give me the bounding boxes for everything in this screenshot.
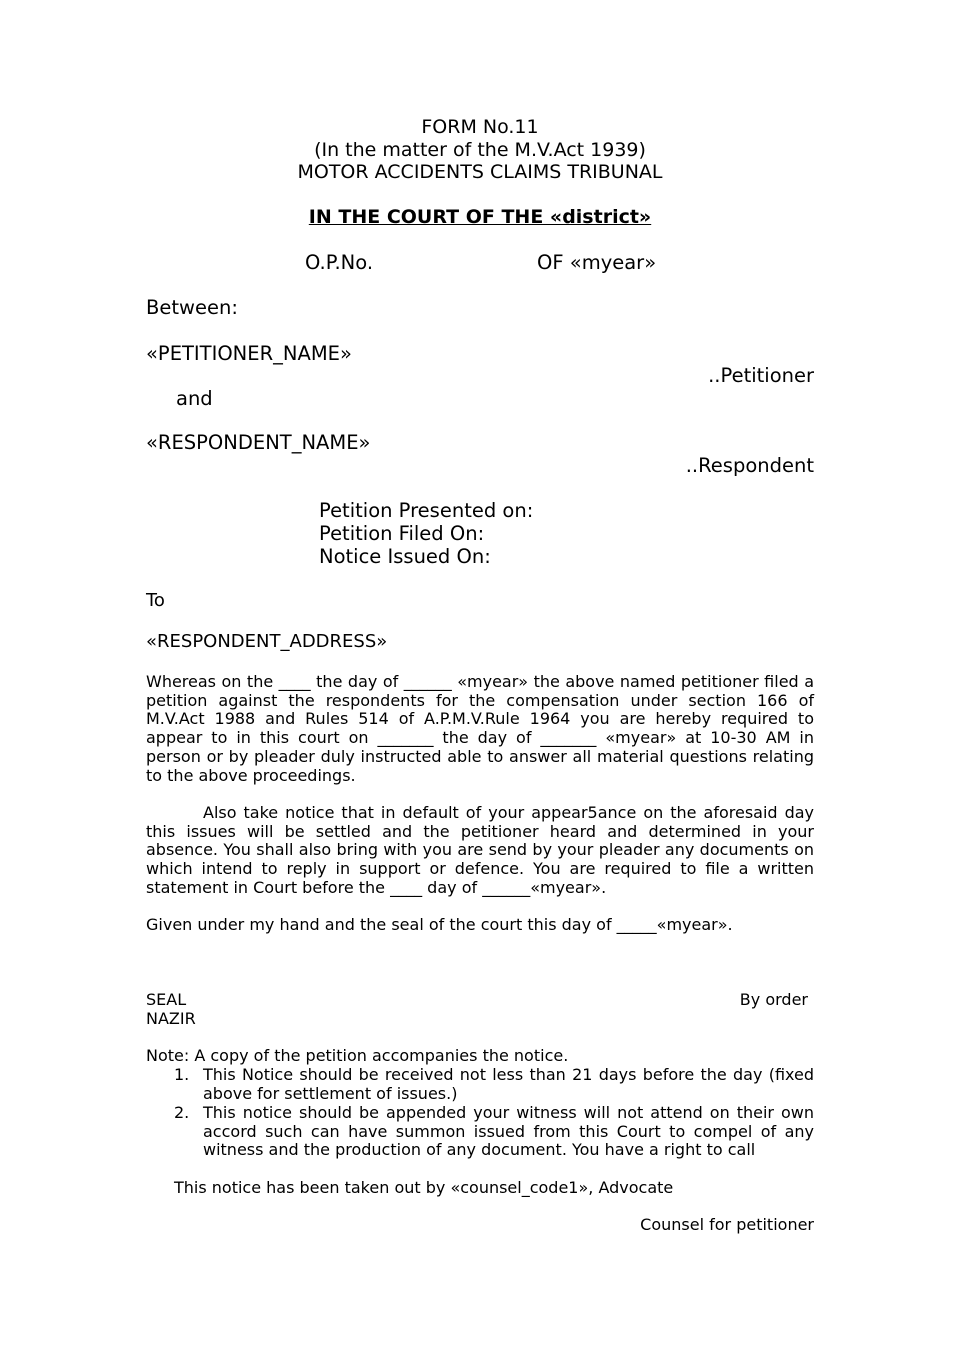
- counsel-for-petitioner: Counsel for petitioner: [640, 1215, 814, 1234]
- op-number-label: O.P.No.: [305, 251, 374, 274]
- by-order-label: By order: [739, 990, 808, 1009]
- to-label: To: [146, 590, 165, 611]
- taken-out-by: This notice has been taken out by «counsel_code1», Advocate: [174, 1178, 674, 1197]
- form-number: FORM No.11: [421, 116, 539, 138]
- respondent-role: ..Respondent: [685, 454, 814, 477]
- note-item: This Notice should be received not less than 21 days before the day (fixed above for settlement of issues.): [203, 1065, 814, 1103]
- petition-presented-label: Petition Presented on:: [319, 499, 534, 522]
- note-heading: Note: A copy of the petition accompanies the notice.: [146, 1046, 569, 1065]
- note-item-number: 1.: [174, 1065, 190, 1084]
- notice-paragraph-2: Also take notice that in default of your appear5ance on the aforesaid day this issues will be settled and the petitioner heard and determined in your absence. You shall also bring with you are send by your pleader any documents on which intend to reply in support or defence. You are required to file a written statement in Court before the ____ day of ______«myear».: [146, 803, 814, 897]
- petition-filed-label: Petition Filed On:: [319, 522, 485, 545]
- notice-issued-label: Notice Issued On:: [319, 545, 491, 568]
- respondent-name: «RESPONDENT_NAME»: [146, 431, 371, 454]
- act-reference: (In the matter of the M.V.Act 1939): [314, 139, 646, 161]
- and-label: and: [176, 387, 213, 410]
- notice-paragraph-1: Whereas on the ____ the day of ______ «myear» the above named petitioner filed a petition against the respondents for the compensation under section 166 of M.V.Act 1988 and Rules 514 of A.P.M.V.Rule 1964 you are hereby required to appear to in this court on _______ the day of _______ «myear» at 10-30 AM in person or by pleader duly instructed able to answer all material questions relating to the above proceedings.: [146, 672, 814, 785]
- nazir-label: NAZIR: [146, 1009, 196, 1028]
- tribunal-name: MOTOR ACCIDENTS CLAIMS TRIBUNAL: [297, 161, 663, 183]
- court-title: IN THE COURT OF THE «district»: [308, 206, 652, 228]
- between-label: Between:: [146, 296, 238, 319]
- petitioner-name: «PETITIONER_NAME»: [146, 342, 352, 365]
- respondent-address: «RESPONDENT_ADDRESS»: [146, 631, 388, 652]
- given-under-hand: Given under my hand and the seal of the court this day of _____«myear».: [146, 915, 733, 934]
- op-year: OF «myear»: [537, 251, 657, 274]
- note-item: This notice should be appended your witness will not attend on their own accord such can have summon issued from this Court to compel of any witness and the production of any document. You have a right to call: [203, 1103, 814, 1160]
- note-item-number: 2.: [174, 1103, 190, 1122]
- seal-label: SEAL: [146, 990, 187, 1009]
- petitioner-role: ..Petitioner: [708, 364, 814, 387]
